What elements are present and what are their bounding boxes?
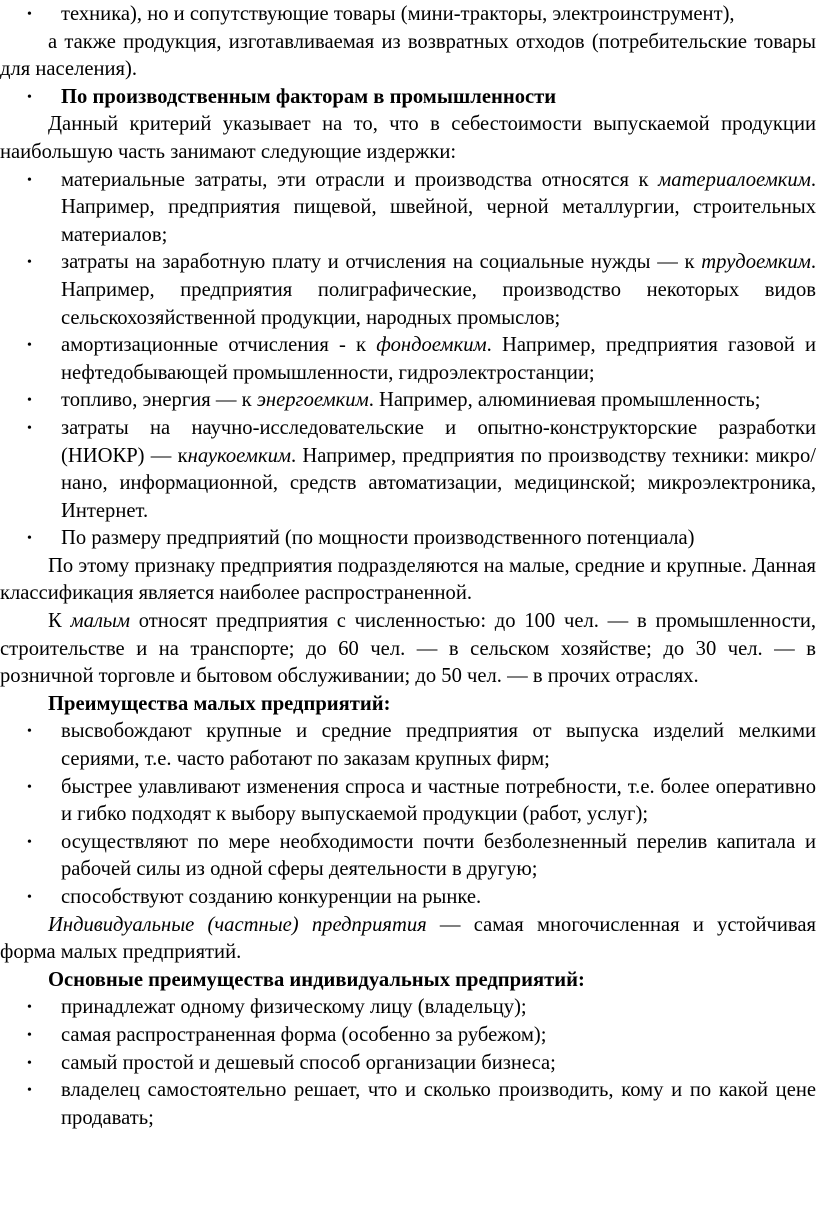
bullet-icon: • [27,7,32,22]
section-heading: Основные преимущества индивидуальных предприятий: [48,968,585,991]
section-heading: Преимущества малых предприятий: [48,692,391,715]
list-item [0,84,816,112]
paragraph: По этому признаку предприятия подразделяются на малые, средние и крупные. Данная классификация является наиболее распространенной. [0,554,816,605]
term: малым [70,610,131,633]
bullet-icon: • [27,89,32,105]
term: наукоемким [187,444,292,467]
list-item: • способствуют созданию конкуренции на рынке. [0,884,816,912]
term: фондоемким [376,334,487,357]
list-item: • высвобождают крупные и средние предприятия от выпуска изделий мелкими сериями, т.е. часто работают по заказам крупных фирм; [27,720,816,771]
list-item: • быстрее улавливают изменения спроса и частные потребности, т.е. более оперативно и гибко подходят к выбору выпускаемой продукции (работ, услуг); [27,775,816,826]
bullet-icon: • [27,172,32,188]
small-advantages-list [0,718,816,911]
bullet-icon: • [27,1055,32,1071]
list-item: • владелец самостоятельно решает, что и сколько производить, кому и по какой цене продавать; [27,1079,816,1129]
list-item: • амортизационные отчисления - к фондоемким. Например, предприятия газовой и нефтедобывающей промышленности, гидроэлектростанции; [27,334,816,384]
document-page [0,1,816,1132]
bullet-icon: • [27,420,32,436]
bullet-icon: • [27,1027,32,1043]
bullet-icon: • [27,531,32,547]
bullet-icon: • [27,393,32,409]
paragraph: К малым относят предприятия с численностью: до 100 чел. — в промышленности, строительстве и на транспорте; до 60 чел. — в сельском хозяйстве; до 30 чел. — в розничной торговле и бытовом обслуживании; до 50 чел. — в прочих отраслях. [0,610,816,688]
term: энергоемким [256,389,369,412]
bullet-icon: • [27,834,32,850]
list-item: • техника), но и сопутствующие товары (мини-тракторы, электроинструмент), [0,1,816,29]
list-item: • материальные затраты, эти отрасли и производства относятся к материалоемким. Например, предприятия пищевой, швейной, черной металлургии, строительных материалов; [27,168,816,246]
bullet-icon: • [27,724,32,740]
bullet-icon: • [27,255,32,271]
bullet-icon: • [27,1000,32,1016]
paragraph: Данный критерий указывает на то, что в себестоимости выпускаемой продукции наибольшую часть занимают следующие издержки: [0,113,816,163]
cost-items-list [0,167,816,553]
term: материалоемким [658,168,811,191]
list-item: • принадлежат одному физическому лицу (владельцу); [0,994,816,1022]
paragraph: а также продукция, изготавливаемая из возвратных отходов (потребительские товары для населения). [0,30,816,81]
individual-advantages-list [0,994,816,1132]
bullet-icon: • [27,1083,32,1099]
bullet-icon: • [27,338,32,354]
list-production-factors [0,84,816,112]
list-item: • самая распространенная форма (особенно за рубежом); [0,1022,816,1050]
list-item: • затраты на заработную плату и отчисления на социальные нужды — к трудоемким. Например, предприятия полиграфические, производство некоторых видов сельскохозяйственной продукции, народных промыслов; [27,251,816,329]
list-item: • По размеру предприятий (по мощности производственного потенциала) [0,525,816,553]
list-continued [0,1,816,29]
term: Индивидуальные (частные) предприятия [48,913,427,936]
section-heading: По производственным факторам в промышленности [61,85,557,108]
list-item: • затраты на научно-исследовательские и опытно-конструкторские разработки (НИОКР) — кнаукоемким. Например, предприятия по производству техники: микро/нано, информационной, средств автоматизации, медицинской; микроэлектроника, Интернет. [27,416,816,522]
list-item: • самый простой и дешевый способ организации бизнеса; [0,1050,816,1078]
bullet-icon: • [27,890,32,905]
list-item: • осуществляют по мере необходимости почти безболезненный перелив капитала и рабочей силы из одной сферы деятельности в другую; [27,830,816,881]
paragraph: Индивидуальные (частные) предприятия — самая многочисленная и устойчивая форма малых предприятий. [0,913,816,964]
term: трудоемким [701,251,811,274]
list-item: • топливо, энергия — к энергоемким. Например, алюминиевая промышленность; [0,387,816,415]
bullet-icon: • [27,779,32,795]
